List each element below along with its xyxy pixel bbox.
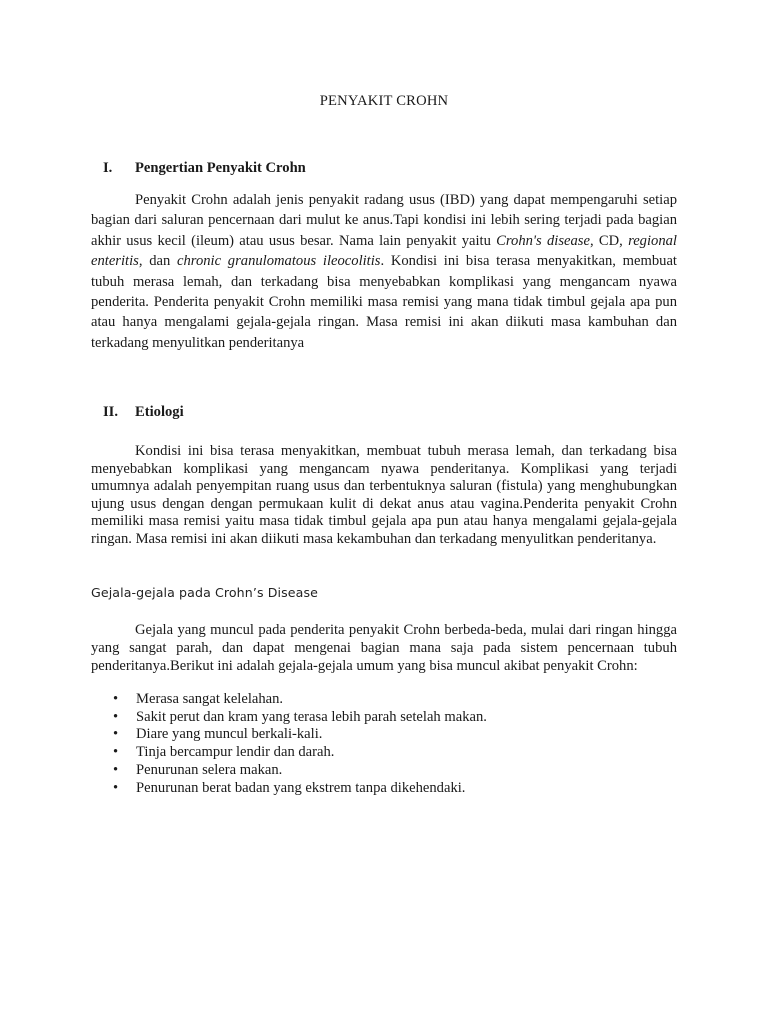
section-number: I. [103,160,113,176]
list-item: • Penurunan selera makan. [113,761,283,778]
bullet-icon: • [113,708,119,725]
list-item: • Tinja bercampur lendir dan darah. [113,744,335,761]
list-item: • Penurunan berat badan yang ekstrem tanpa dikehendaki. [113,779,466,796]
section-heading-pengertian [103,160,306,177]
bullet-icon: • [113,761,119,778]
bullet-icon: • [113,779,119,796]
bullet-icon: • [113,744,119,761]
list-item: • Merasa sangat kelelahan. [113,691,284,707]
bullet-icon: • [113,726,119,743]
paragraph-etiologi: Kondisi ini bisa terasa menyakitkan, membuat tubuh merasa lemah, dan terkadang bisa menyebabkan komplikasi yang mengancam nyawa penderitanya. Komplikasi yang terjadi umumnya adalah penyempitan ruang usus dan terbentuknya saluran (fistula) yang menghubungkan ujung usus dengan dengan permukaan kulit di dekat anus atau vagina.Penderita penyakit Crohn memiliki masa remisi yaitu masa tidak timbul gejala apa pun atau hanya mengalami gejala-gejala ringan. Masa remisi ini akan diikuti masa kekambuhan dan terkadang menyulitkan penderitanya. [91,443,677,547]
section-title: Etiologi [135,404,184,420]
italic-term: chronic granulomatous ileocolitis [177,253,381,270]
paragraph-pengertian: Penyakit Crohn adalah jenis penyakit radang usus (IBD) yang dapat mempengaruhi setiap bagian dari saluran pencernaan dari mulut ke anus.Tapi kondisi ini lebih sering terjadi pada bagian akhir usus kecil (ileum) atau usus besar. Nama lain penyakit yaitu Crohn's disease, CD, regional enteritis, dan chronic granulomatous ileocolitis. Kondisi ini bisa terasa menyakitkan, membuat tubuh merasa lemah, dan terkadang bisa menyebabkan komplikasi yang mengancam nyawa penderita. Penderita penyakit Crohn memiliki masa remisi yang mana tidak timbul gejala apa pun atau hanya mengalami gejala-gejala ringan. Masa remisi ini akan diikuti masa kambuhan dan terkadang menyulitkan penderitanya [91,192,677,351]
list-item: • Diare yang muncul berkali-kali. [113,726,323,743]
document-title: PENYAKIT CROHN [319,93,449,109]
list-item: • Sakit perut dan kram yang terasa lebih parah setelah makan. [113,708,487,725]
bullet-icon: • [113,691,119,707]
italic-term: Crohn's disease [496,232,590,249]
section-heading-etiologi [103,404,184,421]
paragraph-symptoms-intro: Gejala yang muncul pada penderita penyakit Crohn berbeda-beda, mulai dari ringan hingga yang sangat parah, dan dapat mengenai bagian mana saja pada sistem pencernaan tubuh penderitanya.Berikut ini adalah gejala-gejala umum yang bisa muncul akibat penyakit Crohn: [91,622,677,674]
section-number: II. [103,404,119,420]
italic-term: regional enteritis [91,232,677,270]
symptoms-heading: Gejala-gejala pada Crohn’s Disease [91,585,318,600]
section-title: Pengertian Penyakit Crohn [135,160,306,176]
symptom-list [91,691,651,797]
